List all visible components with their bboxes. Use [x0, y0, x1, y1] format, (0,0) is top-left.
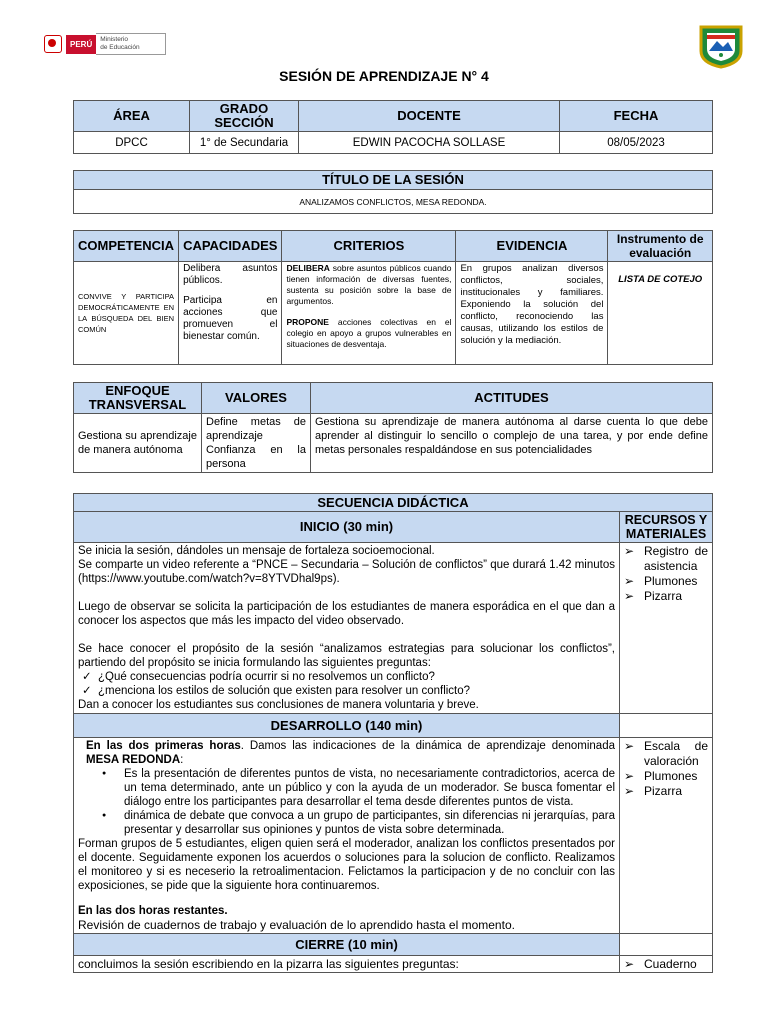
area-header: ÁREA — [74, 101, 190, 132]
resource-item: ➢ Registro de asistencia — [624, 544, 708, 574]
approach-table — [73, 382, 713, 473]
capacities-value: Delibera asuntos públicos. Participa en acciones que promueven el bienestar común. — [179, 262, 282, 365]
inicio-content: Se inicia la sesión, dándoles un mensaje de fortaleza socioemocional. Se comparte un video referente a “PNCE – Secundaria – Solución de conflictos” que durará 1.42 minutos (https://www.youtube.com/watch?v=8YTVDhal9ps). Luego de observar se solicita la participación de los estudiantes de manera esporádica en el que dan a conocer los aspectos que más les impacto del video observado. Se hace conocer el propósito de la sesión “analizamos estrategias para solucionar los conflictos”, partiendo del propósito se inicia formulando las siguientes preguntas: ✓ ¿Qué consecuencias podría ocurrir si no resolvemos un conflicto? ✓ ¿menciona los estilos de solución que existen para resolver un conflicto? Dan a conocer los estudiantes sus conclusiones de manera voluntaria y breve. — [74, 543, 620, 714]
competency-value: CONVIVE Y PARTICIPA DEMOCRÁTICAMENTE EN LA BÚSQUEDA DEL BIEN COMÚN — [74, 262, 179, 365]
resources-header: RECURSOS Y MATERIALES — [620, 512, 713, 543]
desarrollo-content: En las dos primeras horas. Damos las indicaciones de la dinámica de aprendizaje denominada MESA REDONDA: ● Es la presentación de diferentes puntos de vista, no necesariamente contradictorios, acerca de un tema determinado, ante un público y con la ayuda de un moderador. Se busca fomentar el diálogo entre los participantes para desarrollar el tema desde diferentes puntos de vista. ● dinámica de debate que convoca a un grupo de participantes, sin diferencias ni jerarquías, para presentar y desarrollar sus opiniones y puntos de vista sobre determinada. Forman grupos de 5 estudiantes, eligen quien será el moderador, analizan los conflictos presentados por el docente. Seguidamente exponen los acuerdos o soluciones para la solucion de conflicto. Realizamos el monitoreo y si es neceserio la retroalimentacion. Felictamos la participacion y de no concluir con las exposiciones, se pide que la siguiente hora continuaremos. En las dos horas restantes. Revisión de cuadernos de trabajo y evaluación de lo aprendido hasta el momento. — [74, 738, 620, 934]
criteria-value: DELIBERA sobre asuntos públicos cuando tienen información de diversas fuentes, sustenta su posición sobre la base de argumentos. PROPONE acciones colectivas en el colegio en apoyo a grupos vulnerables en situaciones de desventaja. — [282, 262, 456, 365]
area-value: DPCC — [74, 132, 190, 154]
resource-item: ➢ Plumones — [624, 769, 708, 784]
resource-item: ➢ Pizarra — [624, 589, 708, 604]
cierre-content: concluimos la sesión escribiendo en la pizarra las siguientes preguntas: — [74, 956, 620, 973]
ministry-logo — [44, 33, 166, 55]
cierre-resources — [620, 956, 713, 973]
resource-item: ➢ Pizarra — [624, 784, 708, 799]
ministry-name: Ministerio de Educación — [96, 33, 166, 55]
question-item: ✓ ¿menciona los estilos de solución que existen para resolver un conflicto? — [78, 684, 615, 698]
attitudes-value: Gestiona su aprendizaje de manera autónoma al darse cuenta lo que debe aprender al distinguir lo sencillo o complejo de una tarea, y por ende define metas personales respaldándose en sus potencialidades — [311, 414, 713, 473]
session-title: ANALIZAMOS CONFLICTOS, MESA REDONDA. — [74, 190, 713, 214]
cierre-header: CIERRE (10 min) — [74, 934, 620, 956]
sequence-table — [73, 493, 713, 973]
approach-value: Gestiona su aprendizaje de manera autónoma — [74, 414, 202, 473]
info-table — [73, 100, 713, 154]
criteria-header: CRITERIOS — [282, 231, 456, 262]
question-item: ✓ ¿Qué consecuencias podría ocurrir si no resolvemos un conflicto? — [78, 670, 615, 684]
session-title-header: TÍTULO DE LA SESIÓN — [74, 171, 713, 190]
grade-header: GRADO SECCIÓN — [190, 101, 299, 132]
date-value: 08/05/2023 — [560, 132, 713, 154]
instrument-value: LISTA DE COTEJO — [608, 262, 713, 365]
values-header: VALORES — [202, 383, 311, 414]
date-header: FECHA — [560, 101, 713, 132]
attitudes-header: ACTITUDES — [311, 383, 713, 414]
evidence-value: En grupos analizan diversos conflictos, sociales, institucionales y familiares. Exponiendo la solución del conflicto, reconociendo las causas, utilizando los estilos de solución y la mediación. — [456, 262, 608, 365]
resource-item: ➢ Cuaderno — [624, 957, 708, 971]
grade-value: 1° de Secundaria — [190, 132, 299, 154]
approach-header: ENFOQUE TRANSVERSAL — [74, 383, 202, 414]
inicio-resources — [620, 543, 713, 714]
competency-header: COMPETENCIA — [74, 231, 179, 262]
inicio-header: INICIO (30 min) — [74, 512, 620, 543]
resource-item: ➢ Escala de valoración — [624, 739, 708, 769]
peru-shield-icon — [44, 35, 62, 53]
teacher-value: EDWIN PACOCHA SOLLASE — [299, 132, 560, 154]
evidence-header: EVIDENCIA — [456, 231, 608, 262]
desarrollo-resources — [620, 738, 713, 934]
bullet-item: ● dinámica de debate que convoca a un grupo de participantes, sin diferencias ni jerarquías, para presentar y desarrollar sus opiniones y puntos de vista sobre determinada. — [78, 809, 615, 837]
bullet-item: ● Es la presentación de diferentes puntos de vista, no necesariamente contradictorios, acerca de un tema determinado, ante un público y con la ayuda de un moderador. Se busca fomentar el diálogo entre los participantes para desarrollar el tema desde diferentes puntos de vista. — [78, 767, 615, 809]
session-title-table — [73, 170, 713, 214]
resource-item: ➢ Plumones — [624, 574, 708, 589]
values-value: Define metas de aprendizaje Confianza en la persona — [202, 414, 311, 473]
instrument-header: Instrumento de evaluación — [608, 231, 713, 262]
peru-label: PERÚ — [66, 35, 96, 54]
page-title: SESIÓN DE APRENDIZAJE N° 4 — [279, 68, 489, 84]
teacher-header: DOCENTE — [299, 101, 560, 132]
desarrollo-header: DESARROLLO (140 min) — [74, 714, 620, 738]
school-emblem-icon — [697, 21, 745, 69]
sequence-header: SECUENCIA DIDÁCTICA — [74, 494, 713, 512]
capacities-header: CAPACIDADES — [179, 231, 282, 262]
competency-table — [73, 230, 713, 365]
